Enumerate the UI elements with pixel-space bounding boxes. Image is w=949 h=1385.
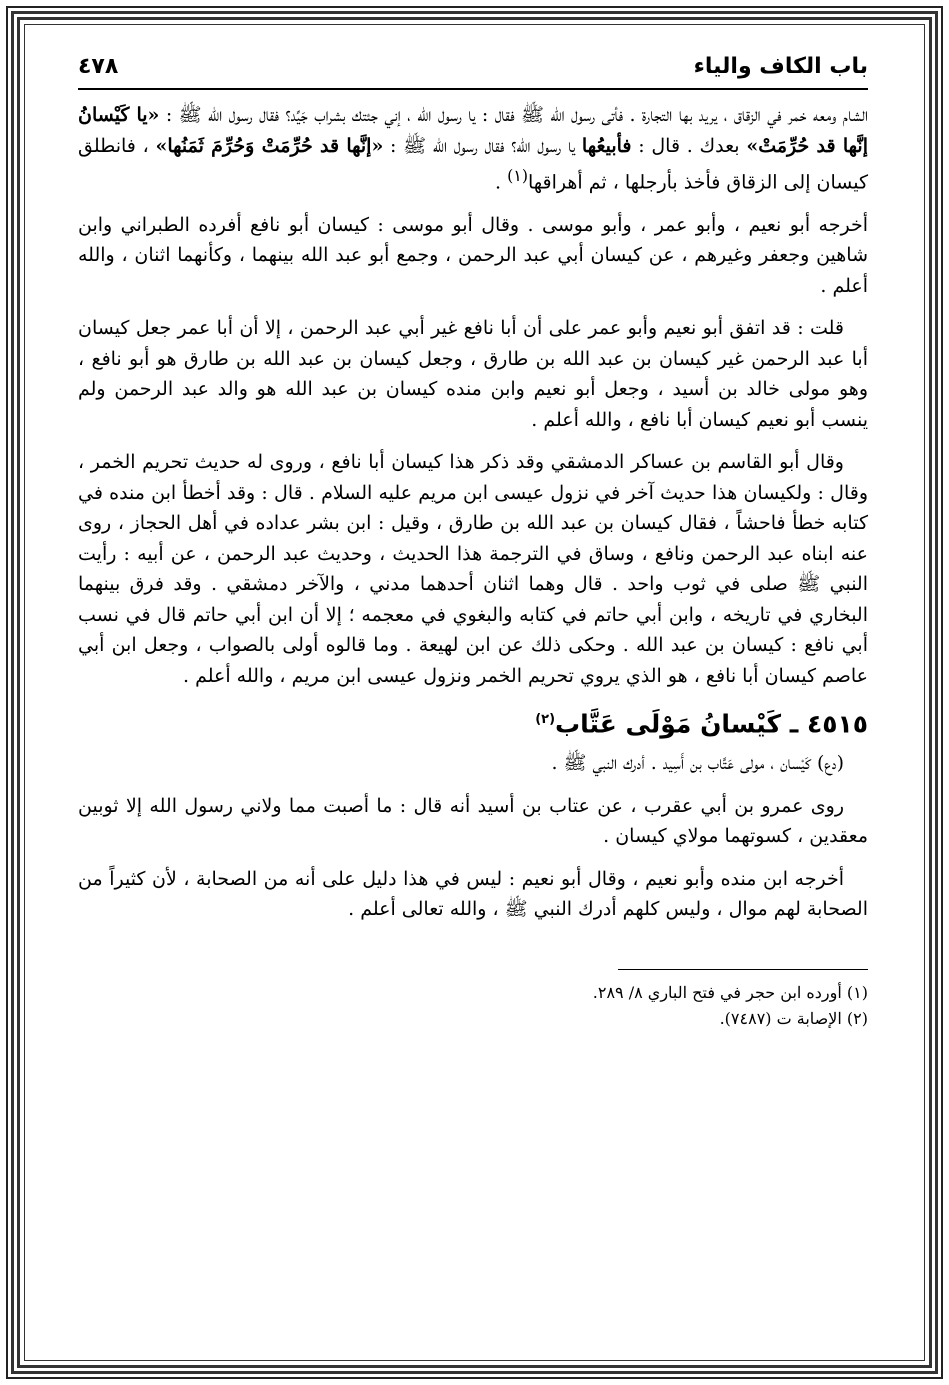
footnote-1: (١) أورده ابن حجر في فتح الباري ٨/ ٢٨٩. bbox=[592, 982, 868, 1002]
paragraph bbox=[78, 864, 868, 925]
text-run: بعدك . قال : bbox=[631, 134, 747, 157]
paragraph bbox=[78, 100, 868, 198]
text-run: . bbox=[495, 171, 508, 194]
header-rule bbox=[78, 88, 868, 90]
footnote-separator bbox=[618, 969, 868, 970]
footnote-2: (٢) الإصابة ت (٧٤٨٧). bbox=[719, 1008, 868, 1028]
footnote-ref: (١) bbox=[507, 166, 528, 185]
chapter-title: باب الكاف والياء bbox=[693, 54, 868, 79]
text-run: قلت : قد اتفق أبو نعيم وأبو عمر على أن أبا نافع غير أبي عبد الرحمن ، إلا أن أبا عمر جعل كيسان أبا عبد الرحمن غير كيسان بن عبد الله بن طارق ، وجعل كيسان بن عبد الله بن طارق هو أبو نافع ، وهو مولى خالد بن أسيد ، وجعل أبو نعيم وابن منده كيسان بن عبد الله هو والد عبد الرحمن ولم ينسب أبو نعيم كيسان أبا نافع ، والله أعلم . bbox=[78, 317, 868, 431]
paragraph bbox=[78, 313, 868, 435]
paragraph bbox=[78, 791, 868, 852]
page-number: ٤٧٨ bbox=[78, 54, 119, 79]
page-header bbox=[78, 40, 868, 90]
book-page bbox=[78, 40, 868, 1032]
text-run: يا رسول الله؟ فقال رسول الله ﷺ : bbox=[383, 134, 582, 157]
text-run: ٤٥١٥ ـ كَيْسانُ مَوْلَى عَتَّاب bbox=[555, 709, 868, 739]
entry-title bbox=[78, 705, 868, 740]
paragraph bbox=[78, 447, 868, 691]
paragraph bbox=[78, 748, 868, 779]
text-run: أخرجه أبو نعيم ، وأبو عمر ، وأبو موسى . وقال أبو موسى : كيسان أبو نافع أفرده الطبراني وابن شاهين وجعفر وغيرهم ، عن كيسان أبي عبد الرحمن ، وجمع أبو عبد الله بينهما ، وكأنهما اثنان ، والله أعلم . bbox=[78, 213, 868, 297]
text-run: وقال أبو القاسم بن عساكر الدمشقي وقد ذكر هذا كيسان أبا نافع ، وروى له حديث تحريم الخمر ، وقال : ولكيسان هذا حديث آخر في نزول عيسى ابن مريم عليه السلام . قال : وقد أخطأ ابن منده في كتابه خطأ فاحشاً ، فقال كيسان بن عبد الله بن طارق ، وقيل : ابن بشر عداده في أهل الحجاز ، روى عنه ابناه عبد الرحمن ونافع ، وساق في الترجمة هذا الحديث ، وحديث عبد الرحمن ، عن أبيه : رأيت النبي ﷺ صلى في ثوب واحد . قال وهما اثنان أحدهما مدني ، والآخر دمشقي . وقد فرق بينهما البخاري في تاريخه ، وابن أبي حاتم في كتابه والبغوي في معجمه ؛ إلا أن ابن أبي حاتم قال في نسب أبي نافع : كيسان بن عبد الله . وحكى ذلك عن ابن لهيعة . وما قالوه أولى بالصواب ، وجعل ابن أبي عاصم كيسان أبا نافع ، هو الذي يروي تحريم الخمر ونزول عيسى ابن مريم ، والله أعلم . bbox=[78, 451, 868, 687]
footnotes bbox=[78, 980, 868, 1032]
page-body bbox=[78, 100, 868, 925]
text-run: أخرجه ابن منده وأبو نعيم ، وقال أبو نعيم : ليس في هذا دليل على أنه من الصحابة ، لأن كثيراً من الصحابة لهم موال ، وليس كلهم أدرك النبي ﷺ ، والله تعالى أعلم . bbox=[78, 867, 868, 921]
footnote-ref: (٢) bbox=[535, 712, 556, 728]
text-run: روى عمرو بن أبي عقرب ، عن عتاب بن أسيد أنه قال : ما أصبت مما ولاني رسول الله إلا ثوبين معقدين ، كسوتهما مولاي كيسان . bbox=[78, 794, 868, 848]
hadith-quote: «إنَّها قد حُرِّمَتْ وَحُرِّمَ ثَمَنُها» bbox=[155, 134, 384, 157]
hadith-quote: فأبيعُها bbox=[581, 134, 632, 157]
paragraph bbox=[78, 210, 868, 302]
text-run: الشام ومعه خمر في الزقاق ، يريد بها التجارة . فأتى رسول الله ﷺ فقال : يا رسول الله ، إني جئتك بشراب جَيِّد؟ فقال رسول الله ﷺ : bbox=[159, 104, 868, 126]
hadith-quote: «يا كَيْسانُ إنَّها قد حُرِّمَتْ» bbox=[78, 104, 869, 157]
text-run: (دع) كَيْسان ، مولى عَتَّاب بن أَسِيد . أدرك النبي ﷺ . bbox=[551, 752, 844, 775]
text-run: ، فانطلق كيسان إلى الزقاق فأخذ بأرجلها ، ثم أهراقها bbox=[78, 134, 868, 194]
